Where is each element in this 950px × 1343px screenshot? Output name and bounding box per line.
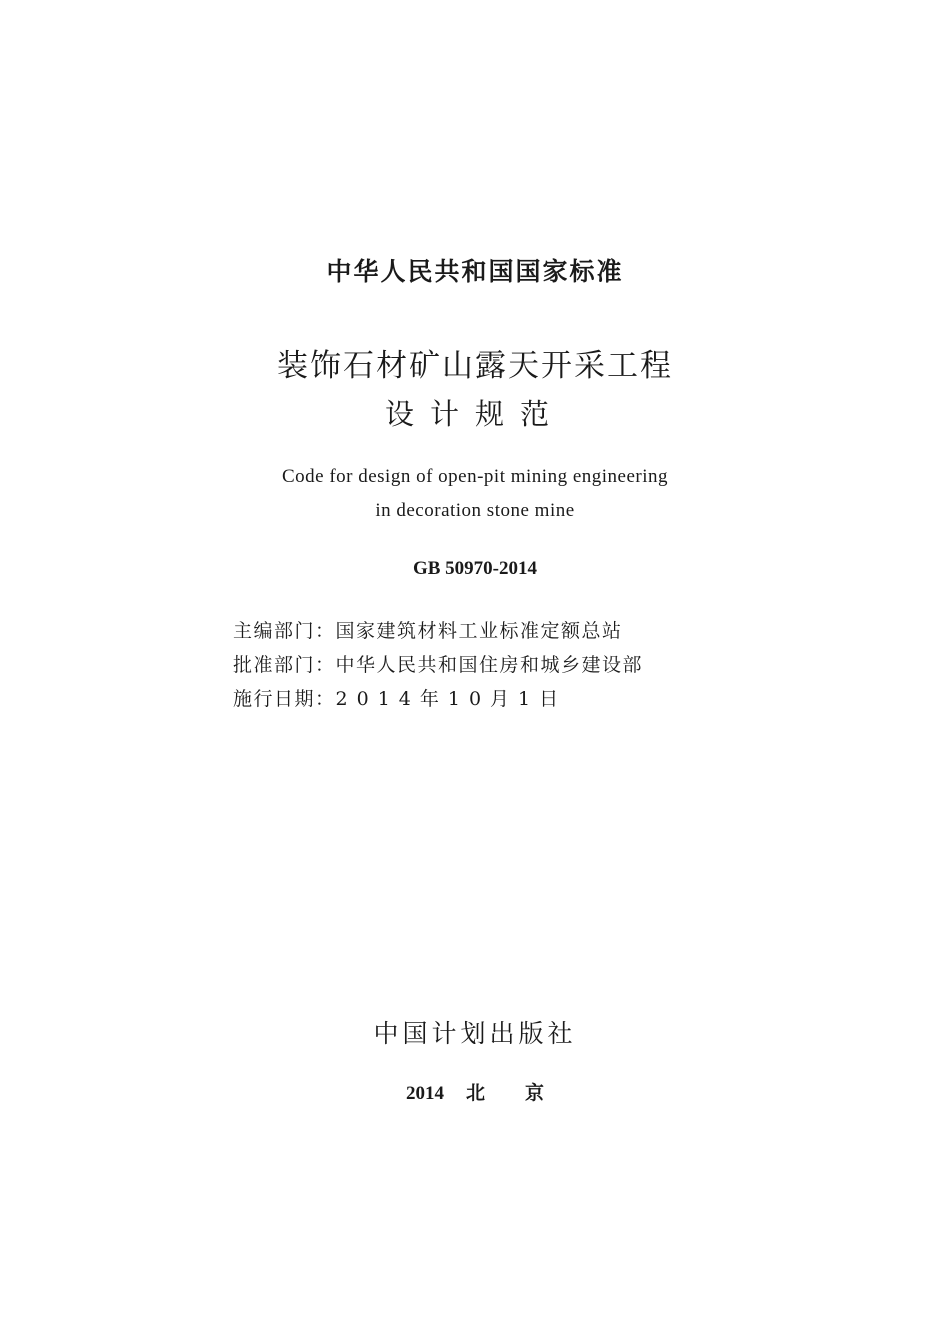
document-title-line-1: 装饰石材矿山露天开采工程 — [277, 348, 673, 384]
standard-type-heading: 中华人民共和国国家标准 — [326, 257, 624, 286]
english-title-line-1: Code for design of open-pit mining engineering — [281, 466, 669, 487]
effective-date-line — [233, 684, 703, 711]
publication-year: 2014 — [405, 1083, 444, 1104]
publication-place-year — [0, 1078, 950, 1105]
chief-department-value: 国家建筑材料工业标准定额总站 — [335, 620, 623, 642]
publisher-name: 中国计划出版社 — [373, 1019, 577, 1048]
chief-department-label: 主编部门： — [233, 620, 336, 642]
chief-department-line — [233, 616, 703, 643]
approval-department-line — [233, 650, 703, 677]
document-title-line-2: 设计规范 — [384, 397, 565, 431]
english-title-line-2: in decoration stone mine — [375, 500, 575, 521]
approval-department-value: 中华人民共和国住房和城乡建设部 — [335, 654, 644, 676]
publication-city-char-1: 北 — [465, 1083, 485, 1104]
effective-date-label: 施行日期： — [233, 688, 336, 710]
publication-city-char-2: 京 — [525, 1083, 545, 1104]
standard-code: GB 50970-2014 — [412, 558, 538, 579]
approval-department-label: 批准部门： — [233, 654, 336, 676]
effective-date-value: 2014年10月1日 — [335, 688, 568, 710]
